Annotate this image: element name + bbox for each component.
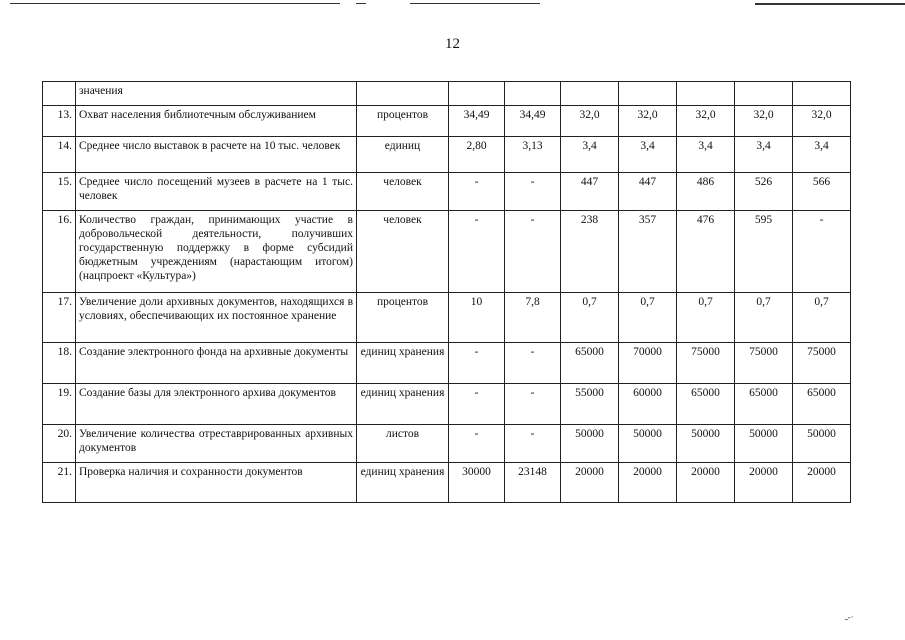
cell-value: 0,7 (735, 293, 793, 343)
cell-value: - (793, 211, 851, 293)
cell-unit: листов (357, 425, 449, 463)
cell-name: Среднее число выставок в расчете на 10 тыс. человек (76, 137, 357, 173)
cell-num: 13. (43, 106, 76, 137)
cell-value: 70000 (619, 343, 677, 384)
cell-value: 20000 (735, 463, 793, 503)
cell-num: 17. (43, 293, 76, 343)
cell-value (505, 82, 561, 106)
cell-value: 34,49 (449, 106, 505, 137)
cell-value: 60000 (619, 384, 677, 425)
cell-value (793, 82, 851, 106)
cell-value: 0,7 (793, 293, 851, 343)
cell-value: 30000 (449, 463, 505, 503)
cell-value: - (505, 343, 561, 384)
cell-value: - (449, 425, 505, 463)
cell-value: - (505, 211, 561, 293)
table-row (43, 137, 851, 173)
cell-value (449, 82, 505, 106)
table-row (43, 384, 851, 425)
cell-value: 3,4 (735, 137, 793, 173)
cell-value: 75000 (735, 343, 793, 384)
cell-value: 0,7 (619, 293, 677, 343)
cell-unit: единиц (357, 137, 449, 173)
scan-mark: - (847, 612, 851, 622)
cell-value: 2,80 (449, 137, 505, 173)
cell-unit: процентов (357, 106, 449, 137)
cell-unit: единиц хранения (357, 384, 449, 425)
cell-value: 50000 (735, 425, 793, 463)
table-body (43, 82, 851, 503)
cell-value: 20000 (561, 463, 619, 503)
cell-value: 238 (561, 211, 619, 293)
cell-value: 65000 (677, 384, 735, 425)
cell-value (735, 82, 793, 106)
table-row (43, 106, 851, 137)
table-row (43, 173, 851, 211)
cell-value: 32,0 (735, 106, 793, 137)
cell-unit: единиц хранения (357, 343, 449, 384)
cell-unit (357, 82, 449, 106)
cell-name: значения (76, 82, 357, 106)
cell-value: 20000 (619, 463, 677, 503)
cell-num: 21. (43, 463, 76, 503)
table-row-continuation (43, 82, 851, 106)
table-row (43, 211, 851, 293)
cell-value: 447 (619, 173, 677, 211)
cell-value: 75000 (793, 343, 851, 384)
scan-mark: · (850, 612, 854, 622)
cell-name: Создание электронного фонда на архивные документы (76, 343, 357, 384)
scan-artifact-marks (845, 612, 854, 623)
cell-value: 595 (735, 211, 793, 293)
top-rule (10, 3, 340, 4)
cell-value: 75000 (677, 343, 735, 384)
cell-value: 65000 (561, 343, 619, 384)
cell-num: 19. (43, 384, 76, 425)
cell-value: 3,4 (619, 137, 677, 173)
cell-unit: процентов (357, 293, 449, 343)
cell-name: Увеличение доли архивных документов, находящихся в условиях, обеспечивающих их постоянное хранение (76, 293, 357, 343)
table-row (43, 425, 851, 463)
cell-name: Охват населения библиотечным обслуживанием (76, 106, 357, 137)
cell-value: 0,7 (677, 293, 735, 343)
cell-unit: единиц хранения (357, 463, 449, 503)
cell-value: 65000 (793, 384, 851, 425)
cell-value: 65000 (735, 384, 793, 425)
cell-value (561, 82, 619, 106)
cell-num: 14. (43, 137, 76, 173)
cell-value: 3,4 (561, 137, 619, 173)
cell-name: Среднее число посещений музеев в расчете на 1 тыс. человек (76, 173, 357, 211)
cell-value: - (449, 384, 505, 425)
cell-name: Количество граждан, принимающих участие в добровольческой деятельности, получивших государственную поддержку в форме субсидий бюджетным учреждениям (нарастающим итогом) (нацпроект «Культура») (76, 211, 357, 293)
table-row (43, 343, 851, 384)
cell-value: - (505, 173, 561, 211)
scan-mark: ـ (845, 612, 848, 622)
cell-value: 50000 (793, 425, 851, 463)
cell-value: 20000 (677, 463, 735, 503)
cell-value: 0,7 (561, 293, 619, 343)
cell-value: - (449, 211, 505, 293)
top-rule (356, 3, 366, 4)
cell-name: Проверка наличия и сохранности документов (76, 463, 357, 503)
cell-value: 3,4 (793, 137, 851, 173)
cell-unit: человек (357, 211, 449, 293)
page-number: 12 (445, 36, 460, 52)
table-row (43, 293, 851, 343)
cell-value: 7,8 (505, 293, 561, 343)
cell-value: 23148 (505, 463, 561, 503)
cell-num (43, 82, 76, 106)
cell-num: 18. (43, 343, 76, 384)
cell-value: 32,0 (677, 106, 735, 137)
cell-value: 32,0 (561, 106, 619, 137)
cell-value: 50000 (619, 425, 677, 463)
indicators-table (42, 81, 851, 503)
cell-value: 357 (619, 211, 677, 293)
cell-value: 10 (449, 293, 505, 343)
cell-value: 50000 (677, 425, 735, 463)
cell-num: 20. (43, 425, 76, 463)
cell-value: 32,0 (619, 106, 677, 137)
cell-unit: человек (357, 173, 449, 211)
cell-num: 16. (43, 211, 76, 293)
cell-value: 486 (677, 173, 735, 211)
top-rule (755, 3, 905, 5)
cell-value (677, 82, 735, 106)
cell-value: 566 (793, 173, 851, 211)
cell-num: 15. (43, 173, 76, 211)
cell-value: 50000 (561, 425, 619, 463)
top-rule (410, 3, 540, 4)
cell-value: 447 (561, 173, 619, 211)
cell-value: 476 (677, 211, 735, 293)
cell-value: - (449, 173, 505, 211)
cell-value: - (505, 384, 561, 425)
cell-value: - (505, 425, 561, 463)
cell-value: 34,49 (505, 106, 561, 137)
cell-value: 526 (735, 173, 793, 211)
cell-value: 55000 (561, 384, 619, 425)
cell-value: 20000 (793, 463, 851, 503)
table-row (43, 463, 851, 503)
cell-name: Увеличение количества отреставрированных архивных документов (76, 425, 357, 463)
cell-name: Создание базы для электронного архива документов (76, 384, 357, 425)
cell-value: - (449, 343, 505, 384)
cell-value: 32,0 (793, 106, 851, 137)
cell-value: 3,13 (505, 137, 561, 173)
cell-value (619, 82, 677, 106)
cell-value: 3,4 (677, 137, 735, 173)
